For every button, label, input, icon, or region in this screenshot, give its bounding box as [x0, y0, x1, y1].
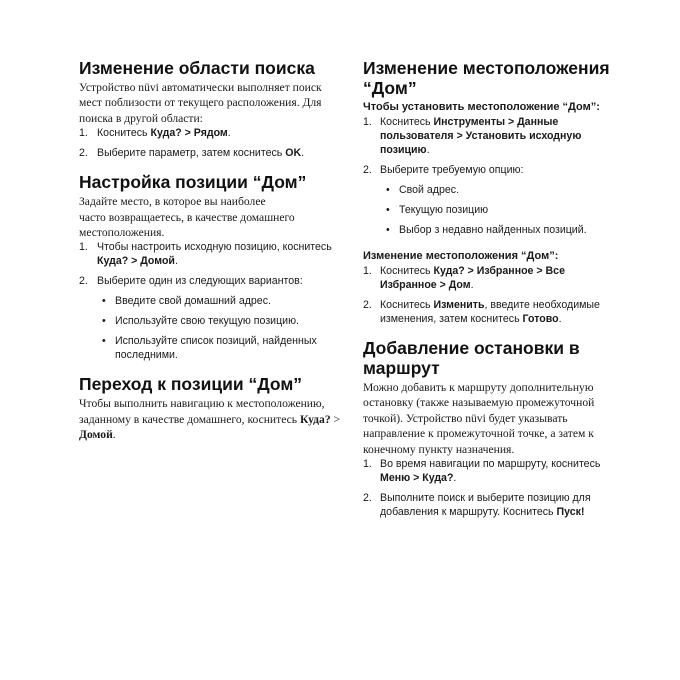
add-stop-paragraph: Можно добавить к маршруту дополнительную остановку (также называемую промежуточной точкой). Устройство nüvi будет указывать направление к промежуточной точке, а затем к конечному пункту назначения. [363, 381, 595, 456]
home-setup-steps [79, 240, 344, 288]
list-item: 1. Чтобы настроить исходную позицию, коснитесь Куда? > Домой. [79, 241, 332, 268]
list-item: 1. Коснитесь Куда? > Рядом. [79, 127, 231, 140]
list-item: 1. Коснитесь Куда? > Избранное > Все Избранное > Дом. [363, 265, 565, 291]
section-title-change-home: Изменение местоположения “Дом” [363, 58, 610, 98]
home-setup-paragraph: Задайте место, в которое вы наиболее часто возвращаетесь, в качестве домашнего местоположения. [79, 195, 295, 240]
search-area-steps [79, 126, 344, 160]
list-item: 2. Выберите параметр, затем коснитесь OK. [79, 147, 305, 160]
section-title-search-area: Изменение области поиска [79, 58, 315, 78]
list-item: 2. Выберите один из следующих вариантов: [79, 275, 303, 288]
change-home-subhead-set: Чтобы установить местоположение “Дом”: [363, 101, 600, 113]
go-home-paragraph: Чтобы выполнить навигацию к местоположению, заданному в качестве домашнего, коснитесь Куда? > Домой. [79, 397, 341, 442]
list-item: 1. Во время навигации по маршруту, коснитесь Меню > Куда?. [363, 458, 601, 485]
search-area-paragraph: Устройство nüvi автоматически выполняет поиск мест поблизости от текущего расположения. Для поиска в другой области: [79, 81, 322, 125]
edit-home-steps [363, 264, 621, 326]
list-item: 1. Коснитесь Инструменты > Данные пользователя > Установить исходную позицию. [363, 116, 582, 156]
section-title-home-setup: Настройка позиции “Дом” [79, 172, 307, 193]
set-home-steps [363, 115, 621, 177]
left-column [79, 58, 344, 443]
bullet-item: • Текущую позицию [363, 203, 621, 217]
list-item: 2. Выполните поиск и выберите позицию для добавления к маршруту. Коснитесь Пуск! [363, 492, 591, 519]
right-column [363, 58, 621, 525]
bullet-item: • Выбор з недавно найденных позиций. [363, 223, 621, 237]
home-setup-options [79, 294, 344, 362]
change-home-subhead-edit: Изменение местоположения “Дом”: [363, 250, 559, 262]
list-item: 2. Выберите требуемую опцию: [363, 164, 524, 176]
add-stop-steps [363, 457, 621, 519]
section-title-add-stop: Добавление остановки в маршрут [363, 338, 580, 378]
bullet-item: • Используйте свою текущую позицию. [79, 314, 344, 328]
bullet-item: • Введите свой домашний адрес. [79, 294, 344, 308]
bullet-item: • Используйте список позиций, найденных последними. [79, 334, 344, 362]
list-item: 2. Коснитесь Изменить, введите необходимые изменения, затем коснитесь Готово. [363, 299, 600, 325]
bullet-item: • Свой адрес. [363, 183, 621, 197]
section-title-go-home: Переход к позиции “Дом” [79, 374, 303, 395]
set-home-options [363, 183, 621, 237]
